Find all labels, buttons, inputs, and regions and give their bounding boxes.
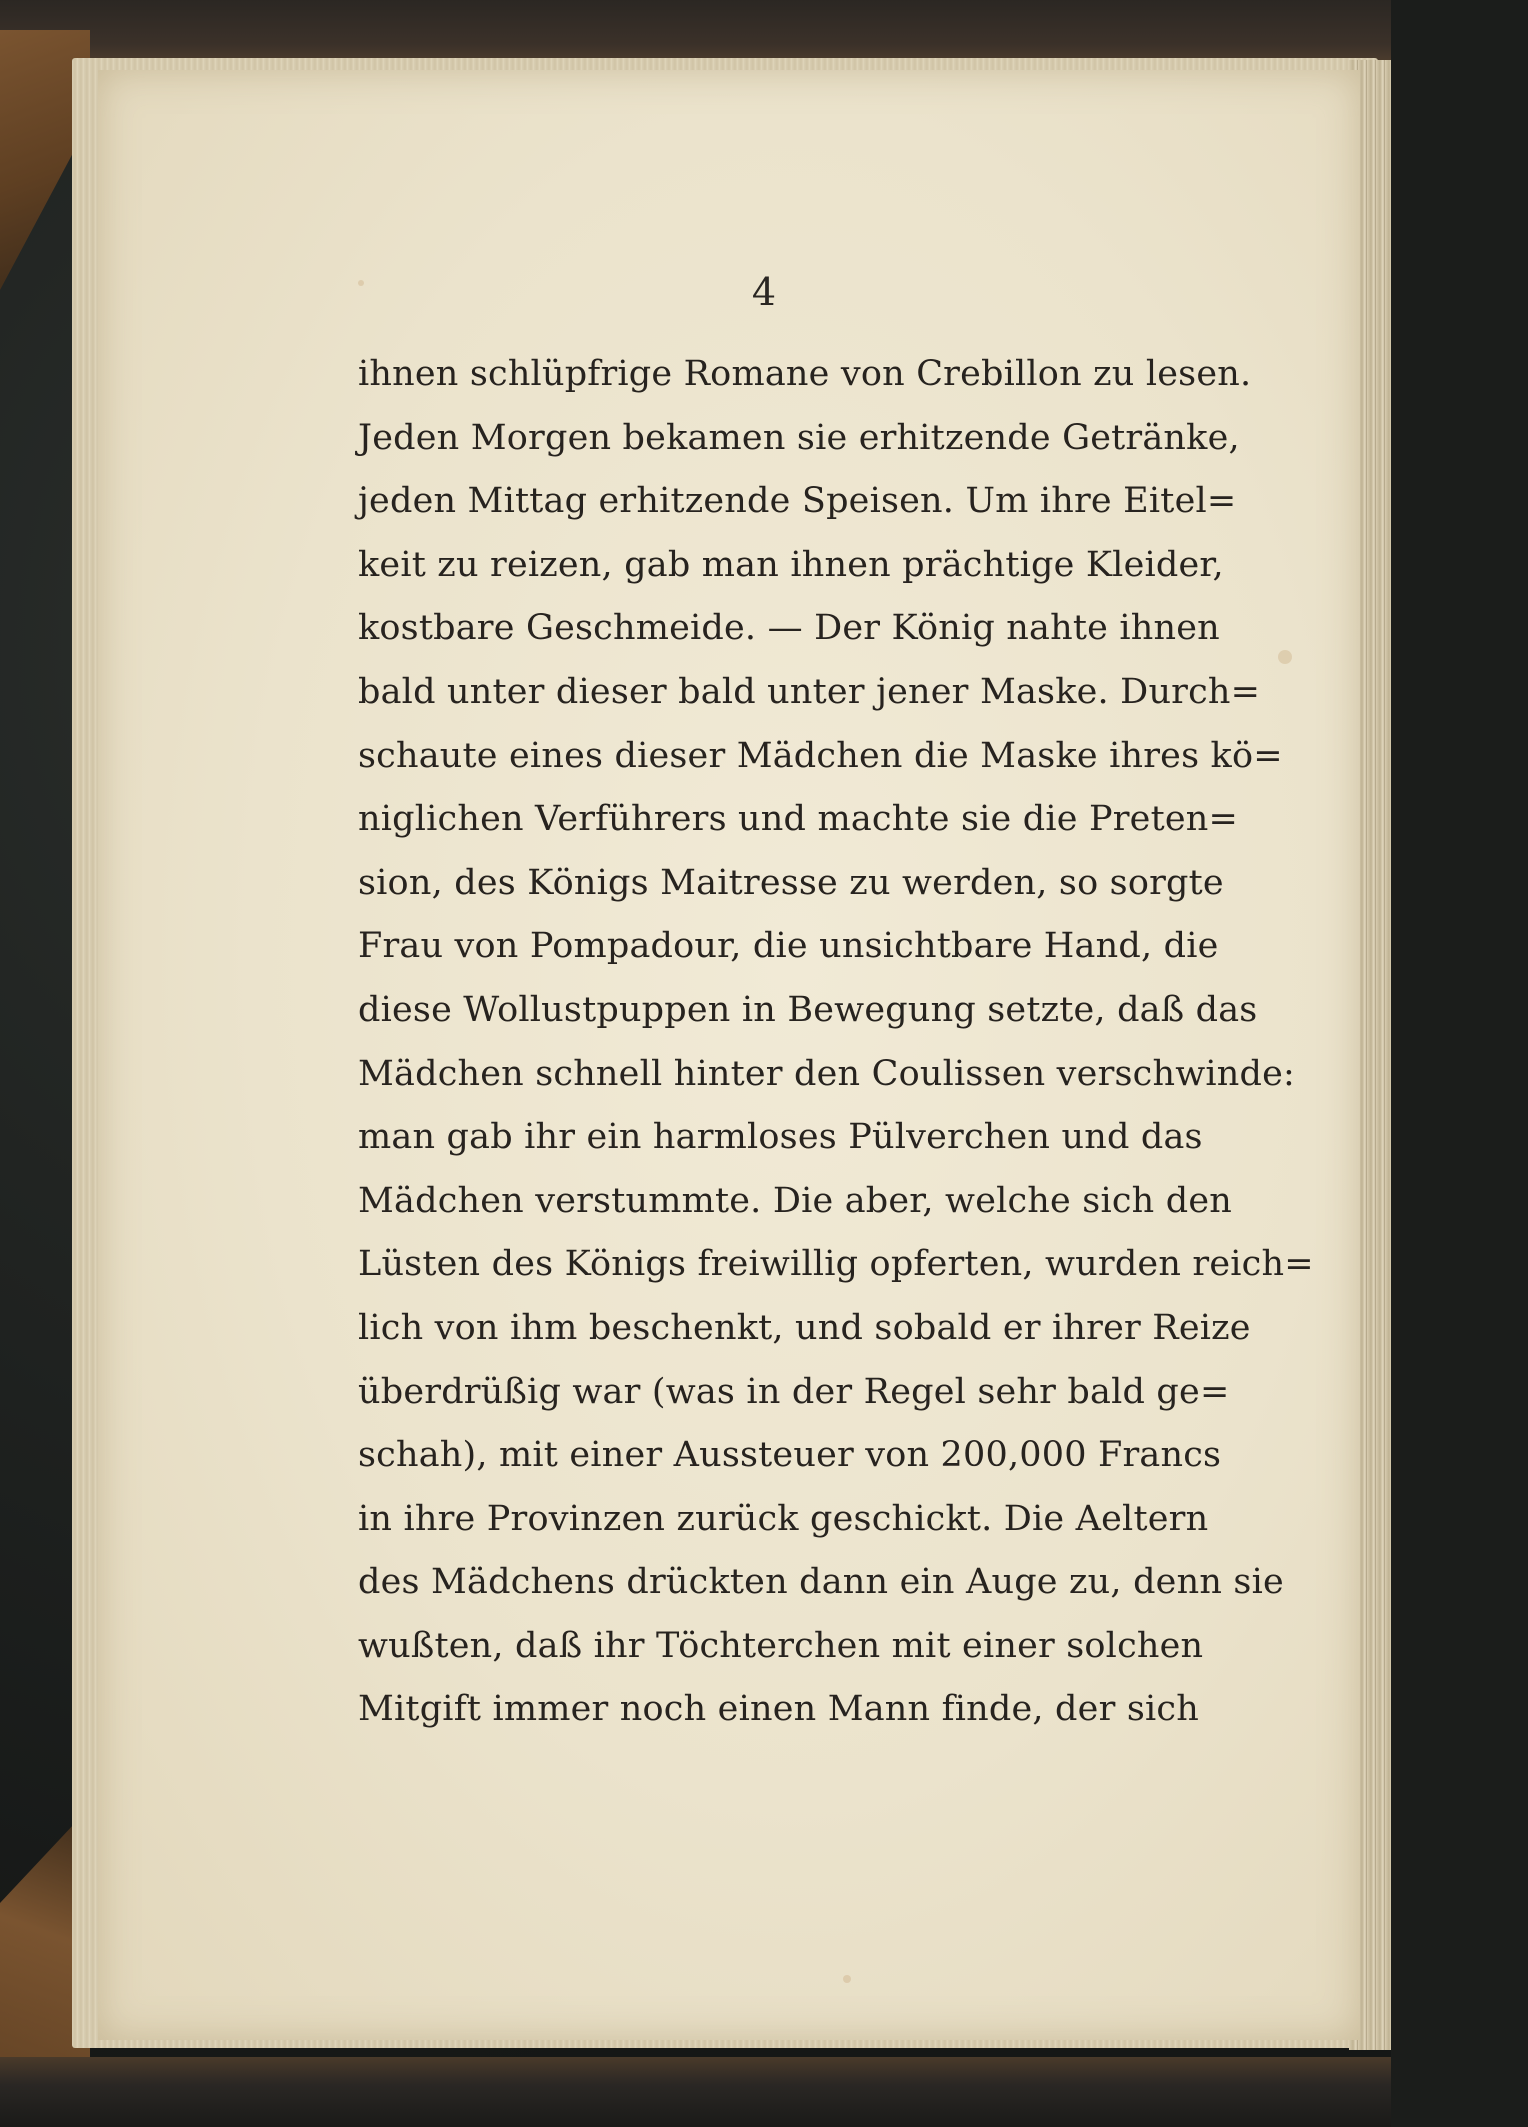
page-number: 4 [751,270,777,314]
paper-stain [843,1975,851,1983]
text-line: des Mädchens drückten dann ein Auge zu, denn sie [358,1562,1284,1603]
text-line: schaute eines dieser Mädchen die Maske ihres kö= [358,735,1283,776]
text-line: in ihre Provinzen zurück geschickt. Die Aeltern [358,1498,1209,1539]
text-line: Mädchen verstummte. Die aber, welche sich den [358,1180,1232,1221]
text-line: man gab ihr ein harmloses Pülverchen und das [358,1117,1203,1158]
text-line: Frau von Pompadour, die unsichtbare Hand, die [358,926,1219,967]
text-line: sion, des Königs Maitresse zu werden, so sorgte [358,862,1224,903]
text-line: keit zu reizen, gab man ihnen prächtige Kleider, [358,544,1224,585]
text-line: ihnen schlüpfrige Romane von Crebillon zu lesen. [358,354,1252,394]
text-line: Lüsten des Königs freiwillig opferten, wurden reich= [358,1244,1314,1285]
text-line: lich von ihm beschenkt, und sobald er ihrer Reize [358,1307,1251,1348]
book-cover-bottom [0,2057,1391,2127]
text-line: jeden Mittag erhitzende Speisen. Um ihre Eitel= [358,481,1237,522]
text-line: Mitgift immer noch einen Mann finde, der sich [358,1689,1199,1730]
text-line: schah), mit einer Aussteuer von 200,000 Francs [358,1435,1222,1476]
text-line: diese Wollustpuppen in Bewegung setzte, daß das [358,989,1258,1030]
text-line: wußten, daß ihr Töchterchen mit einer solchen [358,1625,1204,1666]
paper-stain [1278,650,1292,664]
text-line: bald unter dieser bald unter jener Maske. Durch= [358,671,1261,712]
text-line: Mädchen schnell hinter den Coulissen verschwinde: [358,1053,1296,1094]
text-line: überdrüßig war (was in der Regel sehr bald ge= [358,1371,1230,1412]
text-line: kostbare Geschmeide. — Der König nahte ihnen [358,608,1220,649]
body-text [358,343,1314,1742]
text-line: Jeden Morgen bekamen sie erhitzende Getränke, [358,417,1240,458]
text-line: niglichen Verführers und machte sie die Preten= [358,799,1239,840]
